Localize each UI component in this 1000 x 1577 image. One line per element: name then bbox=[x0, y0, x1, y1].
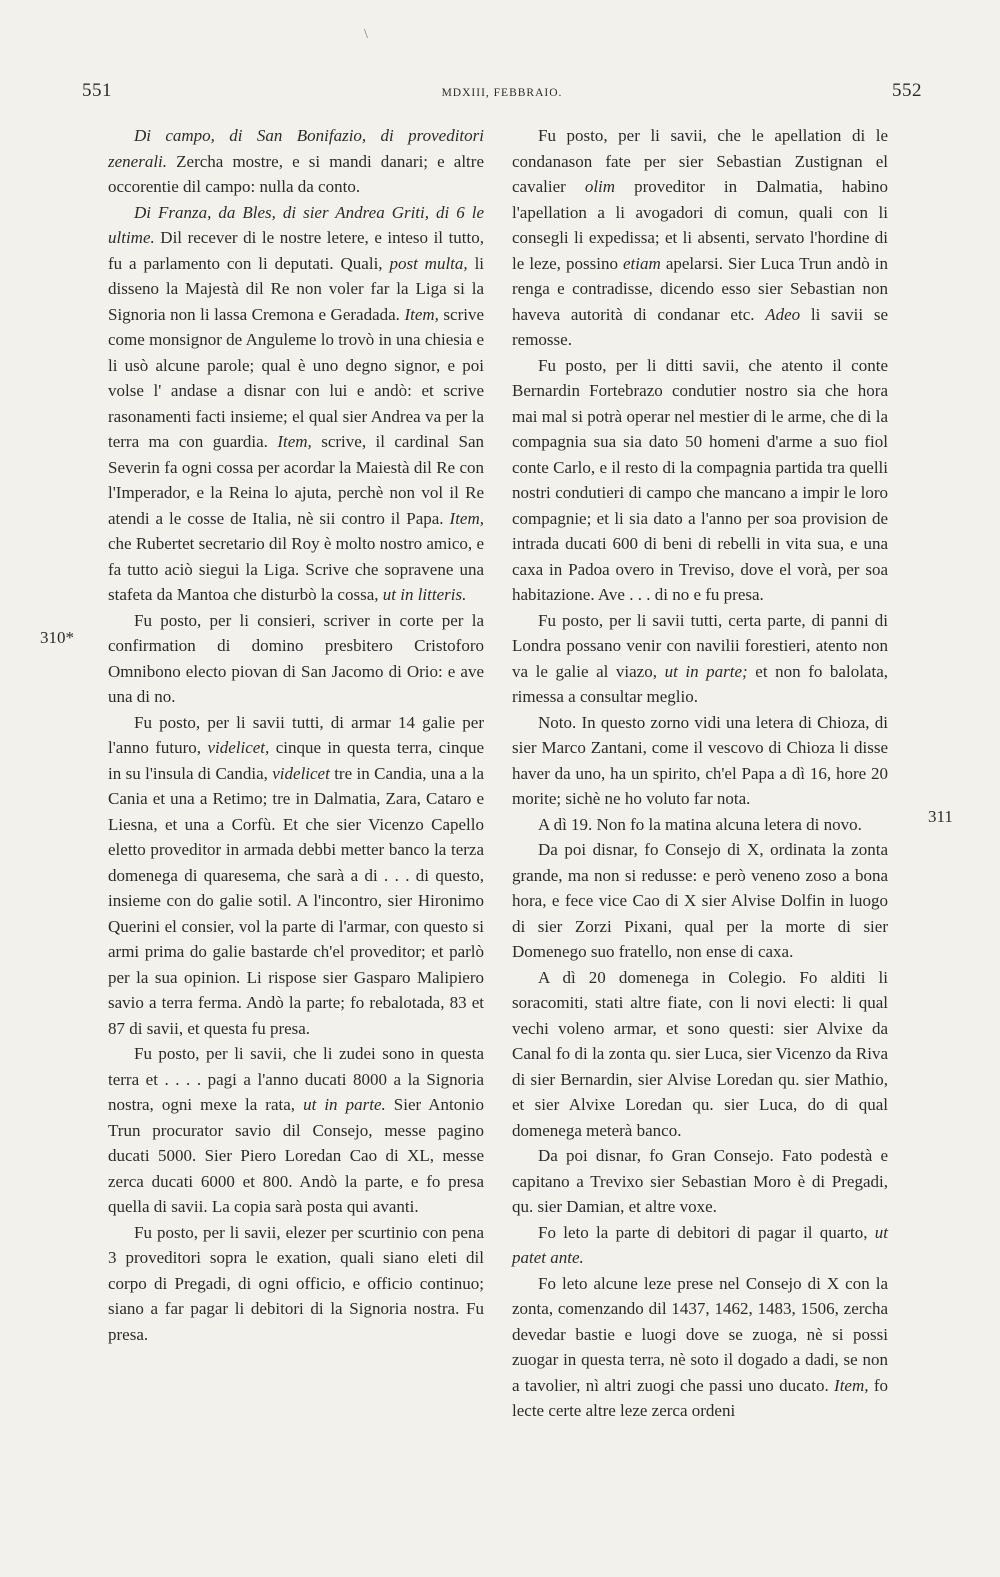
italic-text: Item, bbox=[404, 304, 439, 324]
italic-text: videlicet, bbox=[207, 738, 270, 757]
margin-note-311: 311 bbox=[928, 807, 953, 826]
paragraph: Noto. In questo zorno vidi una letera di Chioza, di sier Marco Zantani, come il vescovo di Chioza li disse haver da uno, ha un spirito, ch'el Papa a dì 16, hore 20 morite; sichè ne ho voluto far nota. bbox=[512, 712, 888, 808]
paragraph bbox=[512, 608, 888, 710]
text: Dil recever di le nostre letere, e inteso il tutto, fu a parlamento con li deputati. Quali, bbox=[108, 228, 484, 273]
paragraph bbox=[512, 1271, 888, 1424]
text: Sier Antonio Trun procurator savio dil Consejo, messe pagino ducati 5000. Sier Piero Loredan Cao di XL, messe zerca ducati 6000 et 800. Andò la parte, e fo presa quella di savii. La copia sarà posta qui avanti. bbox=[108, 1095, 484, 1216]
text: Fo leto alcune leze prese nel Consejo di X con la zonta, comenzando dil 1437, 1462, 1483, 1506, zercha devedar bastie e luogi dove se zuoga, nè si possi zuogar in questa terra, nè soto il dogado a dadi, se non a tavolier, nì altri zuogi che passi uno ducato. bbox=[512, 1273, 888, 1395]
italic-heading: Di Franza, da Bles, di sier Andrea Griti, di 6 le ultime. bbox=[108, 202, 484, 247]
margin-note-310: 310* bbox=[40, 628, 74, 647]
text: li disseno la Majestà dil Re non voler far la Liga si la Signoria non li lassa Cremona e Geradada. bbox=[108, 253, 485, 324]
text: Fu posto, per li savii, che li zudei sono in questa terra et . . . . pagi a l'anno ducati 8000 a la Signoria nostra, ogni mexe la rata, bbox=[108, 1044, 484, 1114]
text: li savii se remosse. bbox=[512, 304, 888, 349]
italic-text: videlicet bbox=[272, 763, 330, 783]
paragraph: Da poi disnar, fo Gran Consejo. Fato podestà e capitano a Trevixo sier Sebastian Moro è di Pregadi, qu. sier Damian, et altre voxe. bbox=[512, 1146, 888, 1216]
page-header bbox=[82, 80, 922, 110]
paragraph: A dì 19. Non fo la matina alcuna letera di novo. bbox=[538, 814, 862, 834]
paragraph bbox=[108, 123, 484, 200]
left-column bbox=[108, 123, 484, 1347]
text: tre in Candia, una a la Cania et una a Retimo; tre in Dalmatia, Zara, Cataro e Liesna, et una a Corfù. Et che sier Vicenzo Capello eletto proveditor in armada debbi metter banco la terza domenega di quaresema, che sarà a di . . . di questo, insieme con do galie sotil. A l'incontro, sier Hironimo Querini el consier, vol la parte di l'armar, con questo si armi prima do galie bastarde ch'el proveditor; et parlò per la sua opinion. Li rispose sier Gasparo Malipiero savio a terra ferma. Andò la parte; fo rebalotada, 83 et 87 di savii, et questa fu presa. bbox=[108, 763, 485, 1038]
italic-text: Adeo bbox=[765, 304, 801, 324]
text: proveditor in Dalmatia, habino l'apellation a li avogadori di comun, quali con li consegli li expedissa; et li absenti, servato l'hordine di le leze, possino bbox=[512, 177, 888, 273]
text: Fu posto, per li savii, che le apellation di le condanason fate per sier Sebastian Zustignan el cavalier bbox=[512, 126, 888, 196]
paragraph: Fu posto, per li savii, elezer per scurtinio con pena 3 proveditori sopra le exation, quali siano eleti dil corpo di Pregadi, di ogni officio, e officio continuo; siano a far pagar li debitori di la Signoria nostra. Fu presa. bbox=[108, 1222, 484, 1344]
running-title: MDXIII, FEBBRAIO. bbox=[441, 87, 563, 99]
text: fo lecte certe altre leze zerca ordeni bbox=[512, 1375, 888, 1420]
text: Fu posto, per li savii tutti, di armar 14 galie per l'anno futuro, bbox=[108, 712, 484, 757]
italic-text: Item, bbox=[277, 432, 312, 451]
text: Fo leto la parte di debitori di pagar il quarto, bbox=[538, 1222, 875, 1242]
paragraph: A dì 20 domenega in Colegio. Fo alditi li soracomiti, stati altre fiate, con li novi electi: li qual vechi voleno armar, et sono questi: sier Alvixe da Canal fo di la zonta qu. sier Luca, sier Vicenzo da Riva di sier Bernardin, sier Alvise Loredan qu. sier Mathio, et sier Alvixe Loredan qu. sier Luca, do di qual domenega meterà banco. bbox=[512, 967, 888, 1140]
left-page-number: 551 bbox=[82, 80, 112, 101]
italic-heading: Di campo, di San Bonifazio, di proveditori zenerali. bbox=[108, 126, 484, 171]
italic-text: ut in litteris. bbox=[382, 585, 467, 604]
text: che Rubertet secretario dil Roy è molto nostro amico, e fa tutto aciò siegui la Liga. Scrive che sopravene una stafeta da Mantoa che disturbò la cossa, bbox=[108, 534, 484, 604]
italic-text: ut in parte. bbox=[303, 1095, 386, 1114]
paragraph bbox=[512, 1220, 888, 1271]
paragraph bbox=[108, 200, 484, 608]
paragraph: Da poi disnar, fo Consejo di X, ordinata la zonta grande, ma non si redusse: e però veneno zoso a bona hora, e fece vice Cao di X sier Alvise Dolfin in luogo di sier Zorzi Pixani, qual per la morte di sier Domenego suo fratello, non ense di caxa. bbox=[512, 840, 888, 961]
right-column bbox=[512, 123, 888, 1424]
stray-mark: \ bbox=[364, 27, 368, 42]
text: Fu posto, per li savii tutti, certa parte, di panni di Londra possano venir con navilii forestieri, atento non va le galie al viazo, bbox=[512, 610, 888, 681]
text: et non fo balolata, rimessa a consultar meglio. bbox=[512, 661, 888, 706]
text: Zercha mostre, e si mandi danari; e altre occorentie dil campo: nulla da conto. bbox=[108, 151, 484, 196]
italic-text: post multa, bbox=[389, 253, 468, 273]
paragraph: Fu posto, per li ditti savii, che atento il conte Bernardin Fortebrazo condutier nostro sia che hora mai mal si potrà operar nel mestier di le arme, che di la compagnia sua sia dato 50 homeni d'arme a suo fiol conte Carlo, e il resto di la compagnia partida tra quelli nostri condutieri di campo che mancano a impir le loro compagnie; et li sia dato a l'anno per soa provision de intrada ducati 600 di beni di rebelli in vita sua, e una caxa in Padoa overo in Treviso, dove el vorà, per soa habitazione. Ave . . . di no e fu presa. bbox=[512, 355, 888, 604]
italic-text: Item, bbox=[449, 508, 484, 528]
paragraph bbox=[108, 710, 484, 1042]
italic-text: etiam bbox=[623, 253, 661, 273]
text: scrive, il cardinal San Severin fa ogni cossa per acordar la Maiestà dil Re con l'Imperador, e la Reina lo ajuta, perchè non vol il Re atendi a le cosse de Italia, nè sii contro il Papa. bbox=[108, 432, 484, 528]
text: apelarsi. Sier Luca Trun andò in renga e contradisse, dicendo esso sier Sebastian non haveva autorità di condanar etc. bbox=[512, 253, 888, 324]
italic-text: ut patet ante. bbox=[512, 1222, 888, 1267]
paragraph: Fu posto, per li consieri, scriver in corte per la confirmation di domino presbitero Cristoforo Omnibono electo piovan di San Jacomo di Orio: e ave una di no. bbox=[108, 610, 484, 706]
italic-text: Item, bbox=[834, 1375, 869, 1395]
italic-text: ut in parte; bbox=[664, 661, 748, 681]
paragraph bbox=[512, 123, 888, 353]
text: scrive come monsignor de Anguleme lo trovò in una chiesia e li usò alcune parole; qual è uno degno signor, e poi volse l' andase a disnar con lui e andò: et scrive rasonamenti facti insieme; el qual sier Andrea va per la terra ma con guardia. bbox=[108, 304, 485, 451]
paragraph bbox=[108, 1041, 484, 1220]
italic-text: olim bbox=[584, 177, 616, 196]
right-page-number: 552 bbox=[892, 80, 922, 101]
text: cinque in questa terra, cinque in su l'insula di Candia, bbox=[108, 738, 484, 783]
